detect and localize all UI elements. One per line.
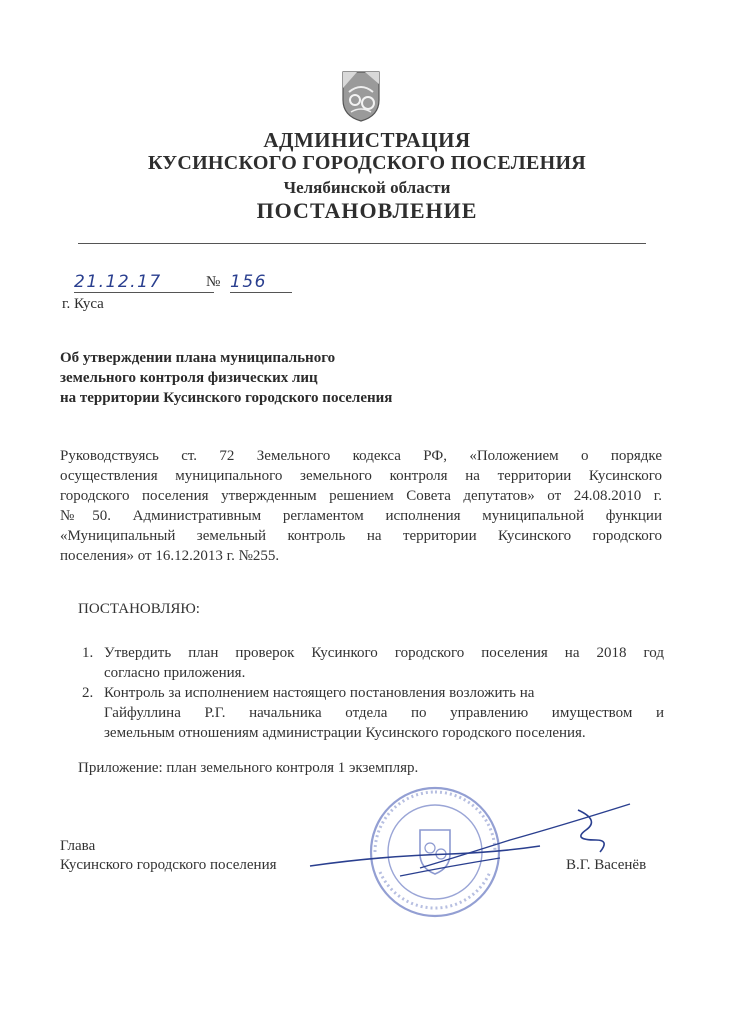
date-number-row [60, 272, 300, 294]
title-line: Об утверждении плана муниципального [60, 350, 336, 366]
paragraph-line: осуществления муниципального земельного контроля на территории Кусинского [60, 468, 662, 484]
document-type: ПОСТАНОВЛЕНИЕ [256, 198, 478, 223]
signatory-organization: Кусинского городского поселения [60, 857, 277, 873]
paragraph-line: №50. Административным регламентом исполнения муниципальной функции [60, 508, 662, 524]
title-line: земельного контроля физических лиц [60, 370, 318, 386]
item-line: земельным отношениям администрации Кусинского городского поселения. [104, 725, 586, 741]
decree-items [78, 643, 664, 743]
region-name: Челябинской области [283, 178, 451, 197]
city: г. Куса [62, 296, 104, 312]
number-label: № [206, 274, 221, 290]
paragraph-line: «Муниципальный земельный контроль на территории Кусинского городского [60, 528, 662, 544]
paragraph-line: Руководствуясь ст. 72 Земельного кодекса РФ, «Положением о порядке [60, 448, 662, 464]
document-date: 21.12.17 [74, 272, 214, 293]
item-line: Контроль за исполнением настоящего постановления возложить на [104, 685, 535, 701]
preamble-paragraph [60, 446, 662, 566]
document-number: 156 [230, 272, 292, 293]
item-number: 1. [82, 645, 94, 661]
paragraph-line: городского поселения утвержденным решением Совета депутатов» от 24.08.2010 г. [60, 488, 662, 504]
item-line: Гайфуллина Р.Г. начальника отдела по управлению имуществом и [104, 705, 664, 721]
item-line: согласно приложения. [104, 665, 246, 681]
document-title [60, 348, 392, 408]
list-item [78, 683, 664, 743]
paragraph-line: поселения» от 16.12.2013 г. №255. [60, 548, 280, 564]
item-number: 2. [82, 685, 94, 701]
settlement-name: КУСИНСКОГО ГОРОДСКОГО ПОСЕЛЕНИЯ [147, 152, 587, 174]
signatory-title: Глава [60, 838, 96, 854]
appendix-note: Приложение: план земельного контроля 1 экземпляр. [78, 760, 419, 776]
list-item [78, 643, 664, 683]
item-line: Утвердить план проверок Кусинкого городского поселения на 2018 год [104, 645, 664, 661]
coat-of-arms-icon [339, 70, 383, 122]
decree-keyword: ПОСТАНОВЛЯЮ: [78, 601, 200, 617]
signatory-name: В.Г. Васенёв [566, 857, 647, 873]
header-divider [78, 243, 646, 244]
org-name: АДМИНИСТРАЦИЯ [263, 128, 471, 152]
title-line: на территории Кусинского городского поселения [60, 390, 393, 406]
